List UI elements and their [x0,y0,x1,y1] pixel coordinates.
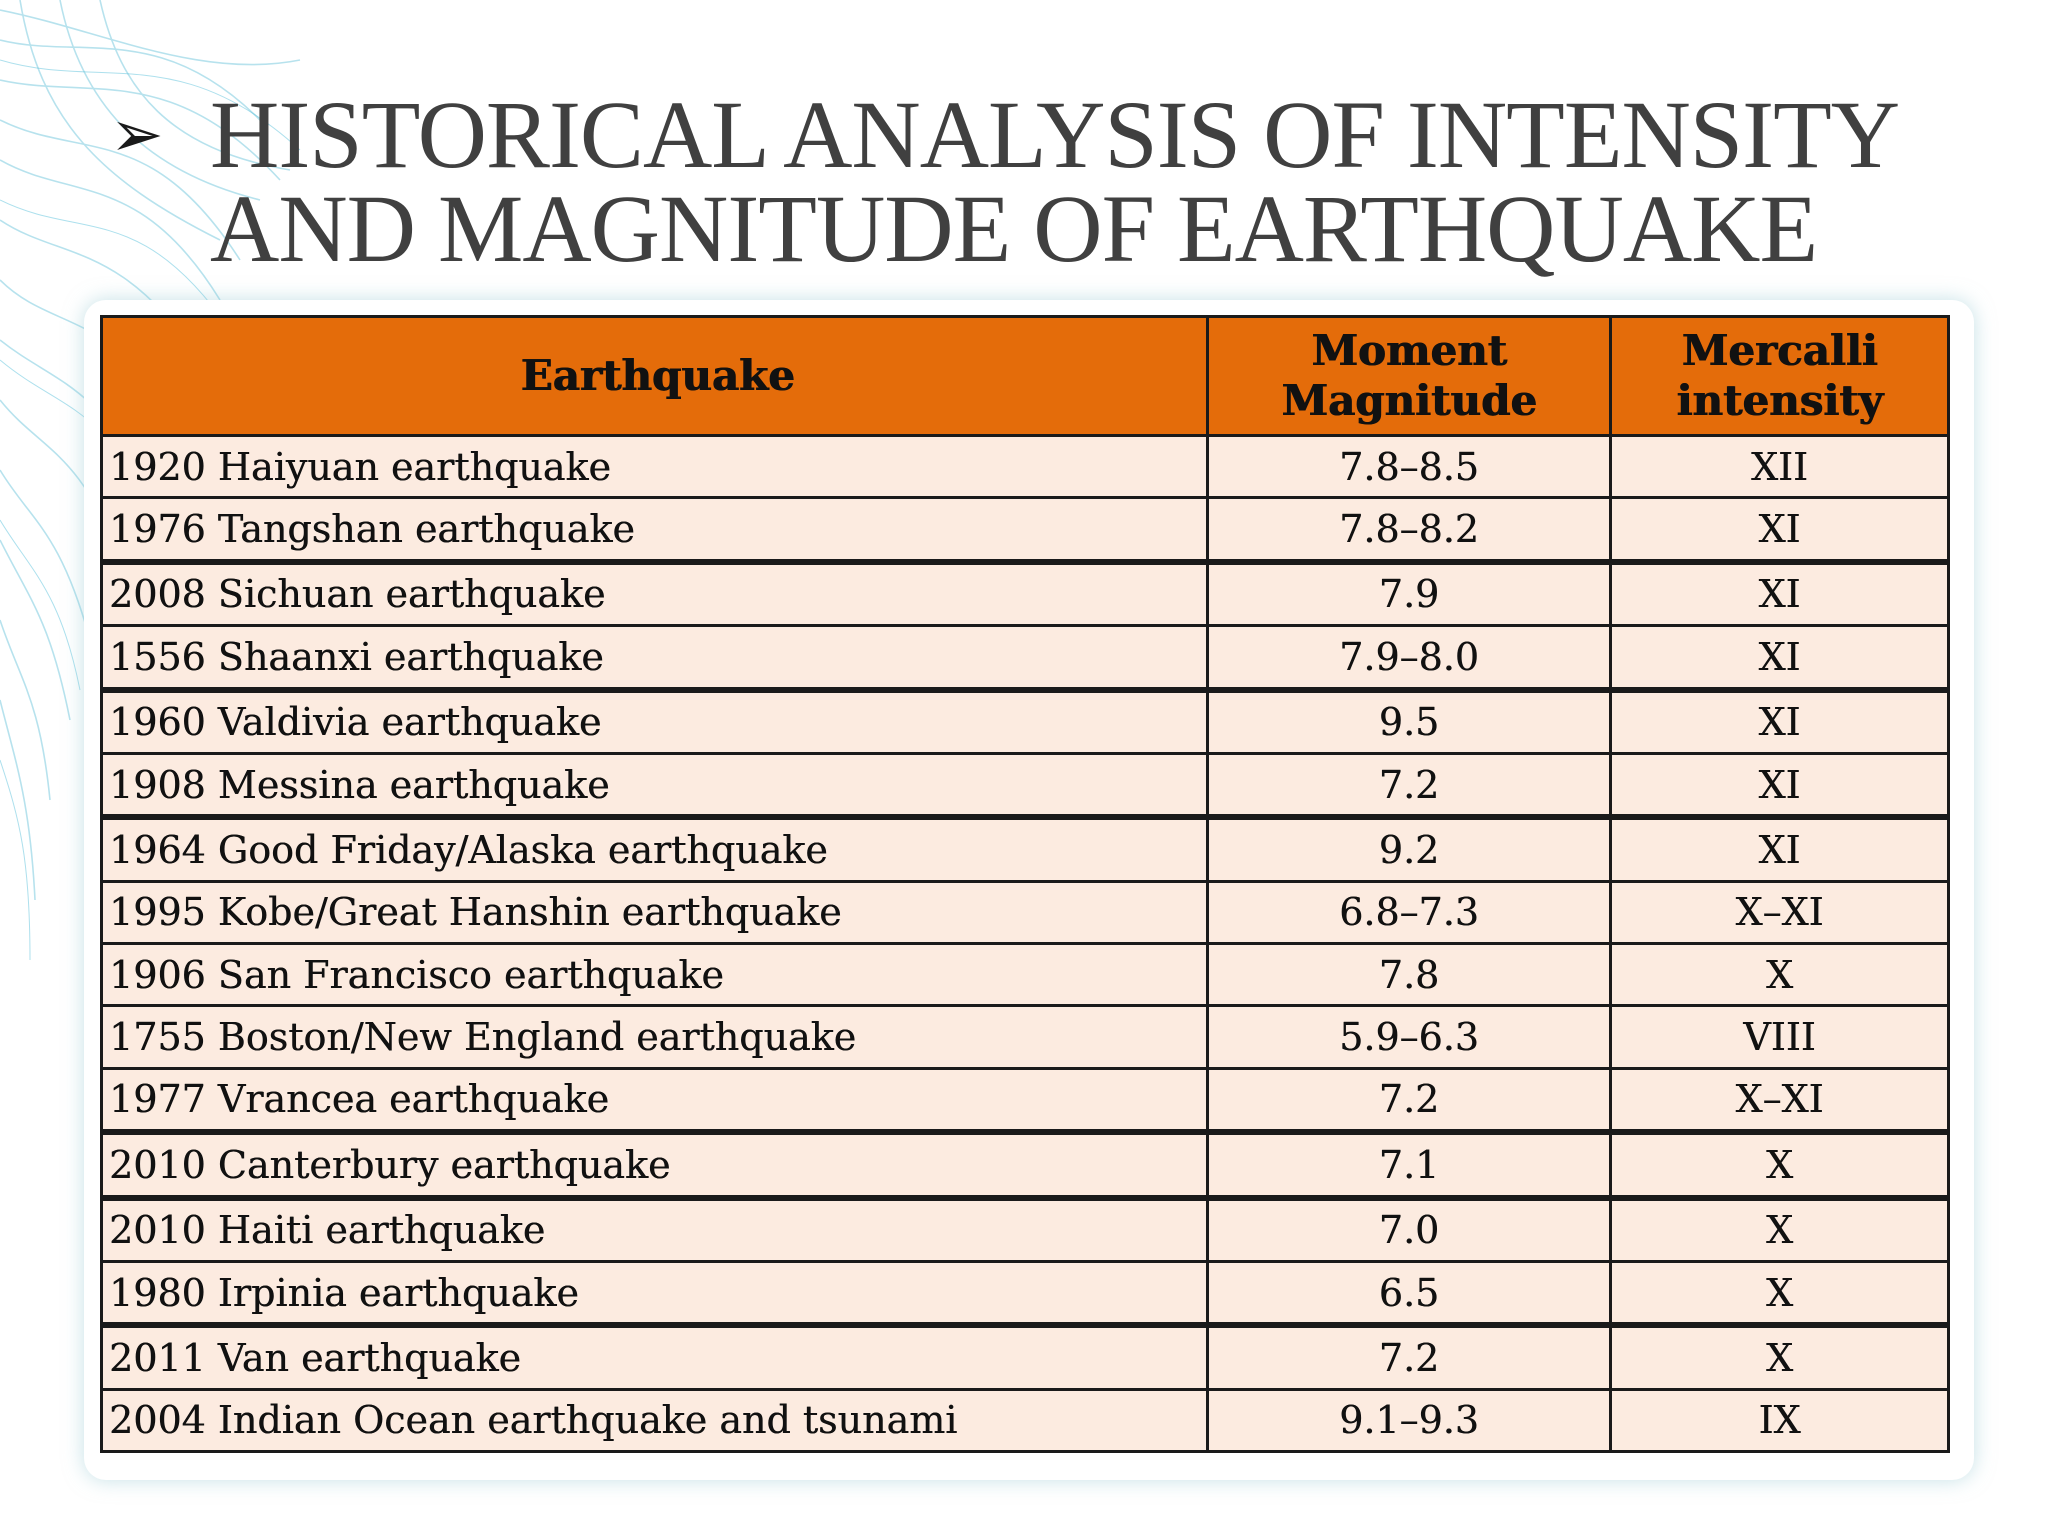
intensity-cell: XI [1612,499,1947,558]
table-row [103,945,1947,1004]
earthquake-cell: 1906 San Francisco earthquake [103,945,1206,1004]
magnitude-cell: 7.8–8.5 [1209,437,1609,496]
earthquake-cell: 2010 Haiti earthquake [103,1201,1206,1260]
earthquake-cell: 2004 Indian Ocean earthquake and tsunami [103,1391,1206,1450]
table-row [103,755,1947,814]
magnitude-cell: 9.5 [1209,693,1609,752]
table-row [103,627,1947,686]
table-row [103,883,1947,942]
intensity-cell: XI [1612,755,1947,814]
table-row [103,693,1947,752]
earthquake-cell: 1960 Valdivia earthquake [103,693,1206,752]
earthquake-cell: 1556 Shaanxi earthquake [103,627,1206,686]
earthquake-cell: 1977 Vrancea earthquake [103,1070,1206,1129]
earthquake-cell: 1995 Kobe/Great Hanshin earthquake [103,883,1206,942]
magnitude-cell: 7.2 [1209,1328,1609,1387]
header-earthquake: Earthquake [103,318,1206,434]
table-header-row [103,318,1947,434]
intensity-cell: X [1612,1328,1947,1387]
earthquake-cell: 1920 Haiyuan earthquake [103,437,1206,496]
table-row [103,1007,1947,1066]
magnitude-cell: 7.9–8.0 [1209,627,1609,686]
intensity-cell: X [1612,1201,1947,1260]
table-row [103,1328,1947,1387]
title-line-2: AND MAGNITUDE OF EARTHQUAKE [210,175,1818,282]
table-row [103,565,1947,624]
earthquake-table [100,315,1950,1453]
magnitude-cell: 7.2 [1209,1070,1609,1129]
earthquake-cell: 2011 Van earthquake [103,1328,1206,1387]
earthquake-cell: 1755 Boston/New England earthquake [103,1007,1206,1066]
title-line-1: HISTORICAL ANALYSIS OF INTENSITY [210,81,1900,188]
earthquake-cell: 1976 Tangshan earthquake [103,499,1206,558]
slide-title [110,81,1970,282]
magnitude-cell: 5.9–6.3 [1209,1007,1609,1066]
table-row [103,1135,1947,1194]
magnitude-cell: 6.5 [1209,1263,1609,1322]
magnitude-cell: 7.0 [1209,1201,1609,1260]
earthquake-cell: 1980 Irpinia earthquake [103,1263,1206,1322]
intensity-cell: XI [1612,693,1947,752]
intensity-cell: X [1612,945,1947,1004]
table-row [103,1391,1947,1450]
table-row [103,1201,1947,1260]
intensity-cell: X–XI [1612,883,1947,942]
intensity-cell: XI [1612,627,1947,686]
magnitude-cell: 7.1 [1209,1135,1609,1194]
earthquake-cell: 1908 Messina earthquake [103,755,1206,814]
magnitude-cell: 7.8–8.2 [1209,499,1609,558]
table-row [103,499,1947,558]
intensity-cell: X–XI [1612,1070,1947,1129]
intensity-cell: XI [1612,820,1947,879]
magnitude-cell: 6.8–7.3 [1209,883,1609,942]
table-row [103,1263,1947,1322]
magnitude-cell: 7.2 [1209,755,1609,814]
intensity-cell: X [1612,1135,1947,1194]
earthquake-cell: 2008 Sichuan earthquake [103,565,1206,624]
intensity-cell: VIII [1612,1007,1947,1066]
intensity-cell: IX [1612,1391,1947,1450]
table-row [103,437,1947,496]
header-moment-magnitude: Moment Magnitude [1209,318,1609,434]
arrow-bullet-icon: ➢ [110,99,164,170]
intensity-cell: X [1612,1263,1947,1322]
header-mercalli-intensity: Mercalli intensity [1612,318,1947,434]
intensity-cell: XII [1612,437,1947,496]
intensity-cell: XI [1612,565,1947,624]
table-row [103,1070,1947,1129]
magnitude-cell: 7.8 [1209,945,1609,1004]
earthquake-cell: 1964 Good Friday/Alaska earthquake [103,820,1206,879]
table-row [103,820,1947,879]
earthquake-cell: 2010 Canterbury earthquake [103,1135,1206,1194]
magnitude-cell: 7.9 [1209,565,1609,624]
magnitude-cell: 9.2 [1209,820,1609,879]
magnitude-cell: 9.1–9.3 [1209,1391,1609,1450]
